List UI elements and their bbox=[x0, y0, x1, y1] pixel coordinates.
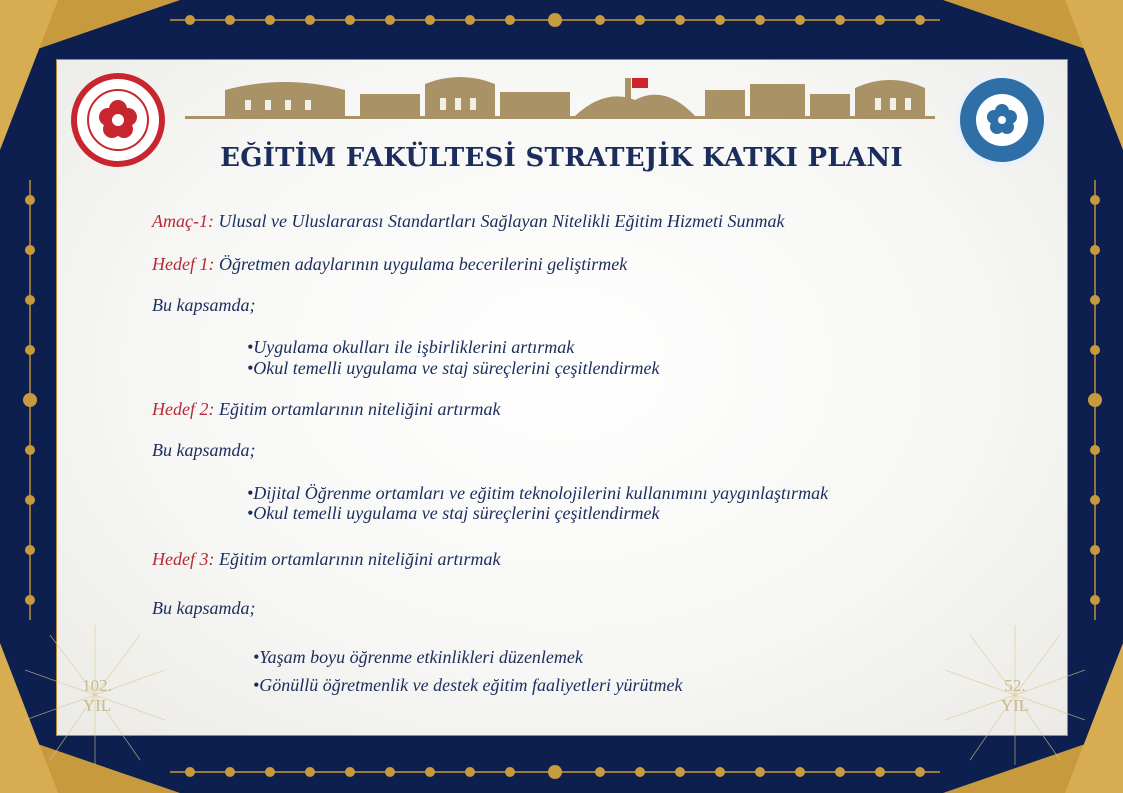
jubilee-right-unit: YIL bbox=[1000, 696, 1030, 715]
gold-corner-top-right-inner bbox=[1065, 0, 1123, 150]
goal-1-bullet-1: •Uygulama okulları ile işbirliklerini artırmak bbox=[247, 337, 575, 357]
jubilee-left-unit: YIL bbox=[82, 696, 112, 715]
goal-3-text: Eğitim ortamlarının niteliğini artırmak bbox=[218, 549, 501, 569]
goal-2-label: Hedef 2: bbox=[152, 399, 215, 419]
ornament-side-left bbox=[19, 180, 41, 620]
jubilee-mark-right bbox=[990, 676, 1040, 716]
goal-1-text: Öğretmen adaylarının uygulama becerilerini geliştirmek bbox=[218, 254, 628, 274]
aim-line bbox=[152, 211, 784, 232]
ornament-band-bottom bbox=[170, 761, 940, 783]
goal-3-line bbox=[152, 549, 501, 570]
ornament-side-right bbox=[1084, 180, 1106, 620]
jubilee-right-number: 52. bbox=[1004, 676, 1026, 695]
goal-2-bullet-1: •Dijital Öğrenme ortamları ve eğitim teknolojilerini kullanımını yaygınlaştırmak bbox=[247, 483, 829, 503]
jubilee-left-number: 102. bbox=[82, 676, 112, 695]
goal-1-line bbox=[152, 254, 627, 275]
goal-2-text: Eğitim ortamlarının niteliğini artırmak bbox=[218, 399, 501, 419]
aim-label: Amaç-1: bbox=[152, 211, 214, 231]
goal-3-label: Hedef 3: bbox=[152, 549, 215, 569]
gold-corner-top-left-inner bbox=[0, 0, 58, 150]
ornament-band-top bbox=[170, 9, 940, 31]
page-title: EĞİTİM FAKÜLTESİ STRATEJİK KATKI PLANI bbox=[220, 143, 903, 173]
goal-1-scope: Bu kapsamda; bbox=[152, 295, 256, 315]
goal-3-bullet-2: •Gönüllü öğretmenlik ve destek eğitim faaliyetleri yürütmek bbox=[253, 675, 683, 695]
city-skyline-illustration bbox=[185, 70, 935, 122]
goal-2-bullet-2: •Okul temelli uygulama ve staj süreçlerini çeşitlendirmek bbox=[247, 503, 660, 523]
goal-1-label: Hedef 1: bbox=[152, 254, 215, 274]
goal-2-line bbox=[152, 399, 501, 420]
goal-1-bullet-2: •Okul temelli uygulama ve staj süreçlerini çeşitlendirmek bbox=[247, 358, 660, 378]
goal-3-bullet-1: •Yaşam boyu öğrenme etkinlikleri düzenlemek bbox=[253, 647, 583, 667]
aim-text: Ulusal ve Uluslararası Standartları Sağlayan Nitelikli Eğitim Hizmeti Sunmak bbox=[218, 211, 785, 231]
jubilee-mark-left bbox=[72, 676, 122, 716]
goal-2-scope: Bu kapsamda; bbox=[152, 440, 256, 460]
goal-3-scope: Bu kapsamda; bbox=[152, 598, 256, 618]
